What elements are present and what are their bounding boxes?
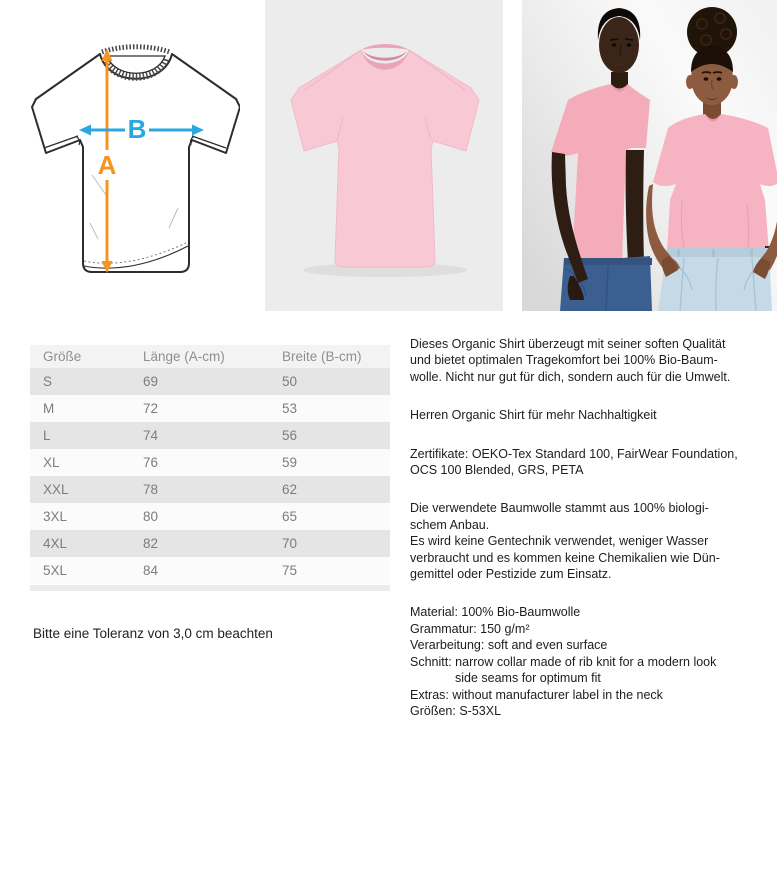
table-row — [30, 503, 390, 530]
table-cell: S — [43, 374, 53, 389]
size-table-grid — [30, 345, 390, 584]
label-b: B — [127, 114, 147, 144]
tolerance-note: Bitte eine Toleranz von 3,0 cm beachten — [33, 626, 273, 641]
size-diagram — [30, 43, 240, 288]
flatlay-tshirt-image — [265, 0, 503, 311]
table-cell: 50 — [282, 374, 298, 389]
table-cell: 72 — [143, 401, 159, 416]
table-header-row — [30, 345, 390, 368]
table-row — [30, 530, 390, 557]
description-line: Material: 100% Bio-Baumwolle — [410, 605, 581, 620]
man-eye-right — [627, 43, 631, 46]
collar-back — [361, 44, 409, 50]
table-cell: 80 — [143, 509, 159, 524]
table-cell: 3XL — [43, 509, 68, 524]
table-cell: 65 — [282, 509, 298, 524]
tshirt-outline — [32, 54, 240, 272]
table-row — [30, 368, 390, 395]
description-paragraph — [410, 407, 775, 423]
table-cell: M — [43, 401, 55, 416]
description-line: Verarbeitung: soft and even surface — [410, 638, 608, 653]
table-cell: 69 — [143, 374, 159, 389]
man-left-arm — [626, 150, 644, 262]
table-cell: 56 — [282, 428, 298, 443]
header-length: Länge (A-cm) — [130, 345, 269, 368]
description-line: side seams for optimum fit — [455, 671, 601, 686]
belt-loop-2 — [712, 249, 715, 257]
description-line: Die verwendete Baumwolle stammt aus 100% biologi- — [410, 501, 709, 516]
size-table-body — [30, 368, 390, 584]
description-line: wolle. Nicht nur gut für dich, sondern auch für die Umwelt. — [410, 369, 731, 384]
models-photo — [522, 0, 777, 311]
description-paragraph — [410, 604, 775, 719]
description-line: und bietet optimalen Tragekomfort bei 100% Bio-Baum- — [410, 353, 718, 368]
description-paragraph — [410, 446, 775, 479]
belt-loop-3 — [750, 249, 753, 257]
description-line: Extras: without manufacturer label in the neck — [410, 687, 663, 702]
table-row — [30, 557, 390, 584]
description-line: gemittel oder Pestizide zum Einsatz. — [410, 567, 612, 582]
table-cell: 62 — [282, 482, 298, 497]
description-paragraph — [410, 500, 775, 582]
table-cell: 78 — [143, 482, 159, 497]
description-line: Zertifikate: OEKO-Tex Standard 100, FairWear Foundation, — [410, 446, 738, 461]
header-size: Größe — [30, 345, 130, 368]
header-width: Breite (B-cm) — [269, 345, 390, 368]
table-cell: 74 — [143, 428, 159, 443]
description-line: Grammatur: 150 g/m² — [410, 621, 530, 636]
belt-loop-1 — [677, 249, 680, 257]
table-cell: 4XL — [43, 536, 68, 551]
product-flatlay-photo — [265, 0, 503, 311]
description-paragraph — [410, 336, 775, 385]
collar-back-rib — [102, 47, 170, 52]
table-cell: L — [43, 428, 51, 443]
collar-inner-shadow — [363, 51, 407, 61]
table-row — [30, 449, 390, 476]
table-cell: XL — [43, 455, 60, 470]
description-line: Herren Organic Shirt für mehr Nachhaltigkeit — [410, 408, 657, 423]
woman-eye-left — [704, 77, 709, 80]
description-line: verbraucht und es kommen keine Chemikalien wie Dün- — [410, 550, 720, 565]
woman-eye-right — [717, 77, 722, 80]
models-image — [522, 0, 777, 311]
table-cell: 53 — [282, 401, 298, 416]
description-line: OCS 100 Blended, GRS, PETA — [410, 463, 584, 478]
table-cell: 84 — [143, 563, 159, 578]
table-cell: 5XL — [43, 563, 68, 578]
table-row — [30, 395, 390, 422]
description-line: Größen: S-53XL — [410, 703, 502, 718]
description-line: Es wird keine Gentechnik verwendet, weniger Wasser — [410, 534, 709, 549]
table-cell: 70 — [282, 536, 298, 551]
table-row — [30, 476, 390, 503]
table-cell: 59 — [282, 455, 298, 470]
woman-jeans-waistband — [667, 248, 769, 257]
tshirt-measurement-drawing — [30, 43, 240, 288]
label-a: A — [97, 150, 117, 180]
table-cell: 75 — [282, 563, 298, 578]
table-cell: 76 — [143, 455, 159, 470]
pink-tshirt-body — [291, 50, 479, 267]
size-table — [30, 345, 390, 591]
table-row — [30, 422, 390, 449]
description-line: Schnitt: narrow collar made of rib knit for a modern look — [410, 654, 717, 669]
woman-pink-tshirt — [653, 114, 777, 252]
description-line: schem Anbau. — [410, 517, 490, 532]
description-text — [410, 336, 775, 741]
table-bottom-strip — [30, 585, 390, 591]
man-eye-left — [612, 43, 616, 46]
table-cell: XXL — [43, 482, 69, 497]
description-line: Dieses Organic Shirt überzeugt mit seiner soften Qualität — [410, 337, 726, 351]
table-cell: 82 — [143, 536, 159, 551]
